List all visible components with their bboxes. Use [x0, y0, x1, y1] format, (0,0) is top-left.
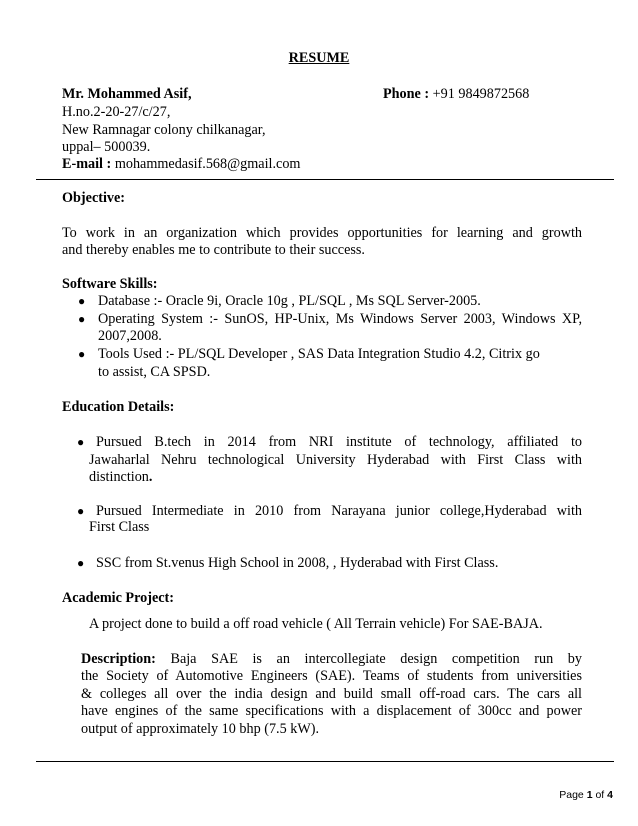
email-value: mohammedasif.568@gmail.com	[114, 156, 301, 172]
project-description: output of approximately 10 bhp (7.5 kW).	[81, 721, 319, 737]
footer-divider	[36, 761, 614, 762]
skill-item: Operating System :- SunOS, HP-Unix, Ms Windows Server 2003, Windows XP,	[98, 311, 582, 327]
candidate-name: Mr. Mohammed Asif,	[62, 86, 192, 102]
header-divider	[36, 179, 614, 180]
bullet-icon: ●	[78, 312, 86, 326]
skill-item: Tools Used :- PL/SQL Developer , SAS Data Integration Studio 4.2, Citrix go	[98, 346, 540, 362]
education-item: Jawaharlal Nehru technological University Hyderabad with First Class with	[89, 452, 582, 468]
project-description: Description: Baja SAE is an intercollegiate design competition run by	[81, 651, 582, 667]
address-line: uppal– 500039.	[62, 139, 151, 155]
education-item: Pursued B.tech in 2014 from NRI institute of technology, affiliated to	[96, 434, 582, 450]
objective-text: To work in an organization which provides opportunities for learning and growth	[62, 225, 582, 241]
skill-item: Database :- Oracle 9i, Oracle 10g , PL/SQL , Ms SQL Server-2005.	[98, 293, 481, 309]
phone-value: +91 9849872568	[432, 86, 530, 102]
project-description: have engines of the same specifications with a displacement of 300cc and power	[81, 703, 582, 719]
project-description: the Society of Automotive Engineers (SAE). Teams of students from universities	[81, 668, 582, 684]
academic-project-heading: Academic Project:	[62, 590, 174, 606]
education-item: First Class	[89, 519, 150, 535]
address-line: H.no.2-20-27/c/27,	[62, 104, 171, 120]
phone-line	[383, 85, 529, 103]
page-title: RESUME	[288, 50, 350, 66]
education-item: Pursued Intermediate in 2010 from Narayana junior college,Hyderabad with	[96, 503, 582, 519]
education-item: distinction.	[89, 469, 153, 485]
bullet-icon: ●	[78, 347, 86, 361]
skill-item: to assist, CA SPSD.	[98, 364, 211, 380]
address-line: New Ramnagar colony chilkanagar,	[62, 122, 266, 138]
page-number: Page 1 of 4	[559, 789, 613, 801]
skill-item: 2007,2008.	[98, 328, 162, 344]
phone-label: Phone :	[383, 86, 430, 102]
email-label: E-mail :	[62, 156, 112, 172]
project-summary: A project done to build a off road vehicle ( All Terrain vehicle) For SAE-BAJA.	[89, 616, 543, 632]
project-description: & colleges all over the india design and build small off-road cars. The cars all	[81, 686, 582, 702]
education-item: SSC from St.venus High School in 2008, , Hyderabad with First Class.	[96, 555, 499, 571]
description-label: Description:	[81, 651, 156, 667]
objective-heading: Objective:	[62, 190, 126, 206]
email-line	[62, 155, 300, 173]
software-skills-heading: Software Skills:	[62, 276, 158, 292]
objective-text: and thereby enables me to contribute to their success.	[62, 242, 365, 258]
bullet-icon: ●	[77, 435, 85, 449]
bullet-icon: ●	[78, 294, 86, 308]
bullet-icon: ●	[77, 556, 85, 570]
education-heading: Education Details:	[62, 399, 175, 415]
bullet-icon: ●	[77, 504, 85, 518]
